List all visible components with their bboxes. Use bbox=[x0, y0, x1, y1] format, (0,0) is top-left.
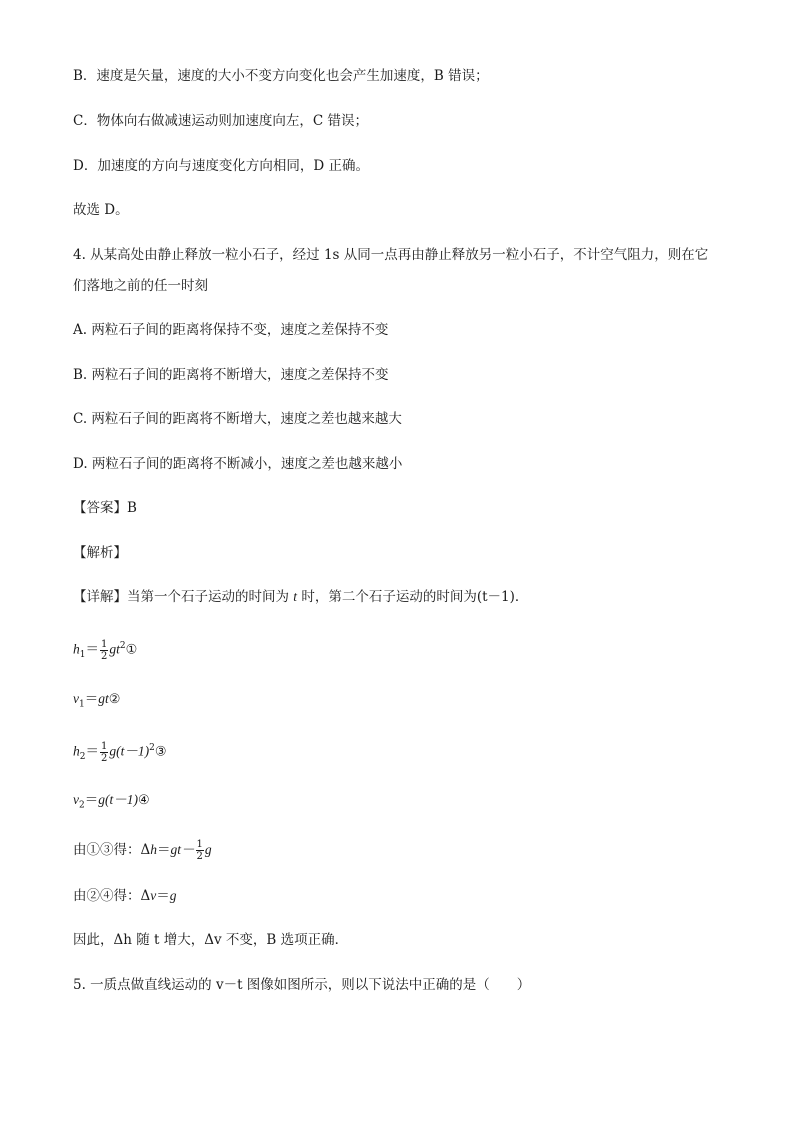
detail-var: t bbox=[293, 589, 298, 604]
q4-option-b: B. 两粒石子间的距离将不断增大，速度之差保持不变 bbox=[73, 367, 389, 383]
q4-conclusion: 因此，Δh 随 t 增大，Δv 不变，B 选项正确． bbox=[73, 932, 349, 948]
eq4-sub: 2 bbox=[79, 800, 85, 811]
prev-option-b-explanation: B．速度是矢量，速度的大小不变方向变化也会产生加速度，B 错误； bbox=[73, 68, 489, 84]
deriv1-var: h bbox=[150, 842, 157, 857]
eq1-sub: 1 bbox=[79, 650, 86, 661]
equation-1 bbox=[73, 636, 137, 665]
detail-suffix: 时，第二个石子运动的时间为(t－1)． bbox=[297, 589, 529, 605]
equation-3 bbox=[73, 738, 167, 767]
eq1-mark: ① bbox=[125, 642, 138, 658]
eq4-rhs: g(t－1) bbox=[98, 792, 138, 807]
eq1-equals: ＝ bbox=[85, 641, 99, 658]
derivation-1 bbox=[73, 839, 212, 862]
q4-option-c: C. 两粒石子间的距离将不断增大，速度之差也越来越大 bbox=[73, 411, 402, 427]
eq4-mark: ④ bbox=[137, 793, 150, 808]
eq3-sub: 2 bbox=[79, 752, 86, 763]
eq3-fraction: $\frac{1}{2}$ bbox=[100, 740, 108, 764]
eq3-rhs: g(t－1) bbox=[109, 743, 150, 759]
deriv1-tail: g bbox=[204, 842, 212, 857]
q4-stem-line2: 们落地之前的任一时刻 bbox=[73, 278, 208, 294]
q4-analysis-title: 【解析】 bbox=[73, 545, 127, 561]
eq2-lhs: v bbox=[73, 691, 79, 706]
eq2-rhs: gt bbox=[98, 691, 109, 706]
q4-option-a: A. 两粒石子间的距离将保持不变，速度之差保持不变 bbox=[73, 322, 389, 338]
eq3-mark: ③ bbox=[154, 744, 167, 760]
eq1-rhs: gt bbox=[109, 641, 120, 657]
eq4-equals: ＝ bbox=[84, 792, 99, 808]
eq1-lhs: h bbox=[73, 641, 80, 657]
equation-4 bbox=[73, 790, 150, 816]
eq3-lhs: h bbox=[73, 743, 80, 759]
deriv2-prefix: 由②④得：Δ bbox=[73, 888, 151, 904]
eq3-equals: ＝ bbox=[85, 743, 99, 760]
deriv1-rhs: gt－ bbox=[170, 842, 195, 857]
equation-2 bbox=[73, 689, 120, 715]
deriv1-fraction: $\frac{1}{2}$ bbox=[196, 839, 203, 862]
q4-stem-line1: 4. 从某高处由静止释放一粒小石子，经过 1s 从同一点再由静止释放另一粒小石子，不计空气阻力，则在它 bbox=[73, 247, 709, 263]
deriv2-equals: ＝ bbox=[156, 888, 170, 904]
prev-option-d-explanation: D．加速度的方向与速度变化方向相同，D 正确。 bbox=[73, 158, 369, 174]
eq1-sup: 2 bbox=[119, 641, 126, 651]
deriv2-var: v bbox=[150, 888, 157, 903]
eq2-equals: ＝ bbox=[84, 691, 99, 707]
eq1-fraction: $\frac{1}{2}$ bbox=[100, 638, 108, 662]
eq2-sub: 1 bbox=[79, 699, 85, 710]
derivation-2 bbox=[73, 886, 177, 906]
q5-stem: 5. 一质点做直线运动的 v－t 图像如图所示，则以下说法中正确的是（ ） bbox=[73, 977, 531, 993]
deriv1-prefix: 由①③得：Δ bbox=[73, 842, 151, 858]
detail-prefix: 【详解】当第一个石子运动的时间为 bbox=[73, 589, 294, 605]
prev-conclusion: 故选 D。 bbox=[73, 202, 129, 218]
prev-option-c-explanation: C．物体向右做减速运动则加速度向左，C 错误； bbox=[73, 113, 368, 129]
deriv2-rhs: g bbox=[169, 888, 177, 903]
q4-option-d: D. 两粒石子间的距离将不断减小，速度之差也越来越小 bbox=[73, 456, 403, 472]
deriv1-equals: ＝ bbox=[157, 842, 171, 858]
eq3-sup: 2 bbox=[149, 743, 155, 753]
q4-detail bbox=[73, 587, 528, 607]
eq2-mark: ② bbox=[108, 692, 121, 707]
q4-answer: 【答案】B bbox=[73, 500, 137, 516]
eq4-lhs: v bbox=[73, 792, 79, 807]
